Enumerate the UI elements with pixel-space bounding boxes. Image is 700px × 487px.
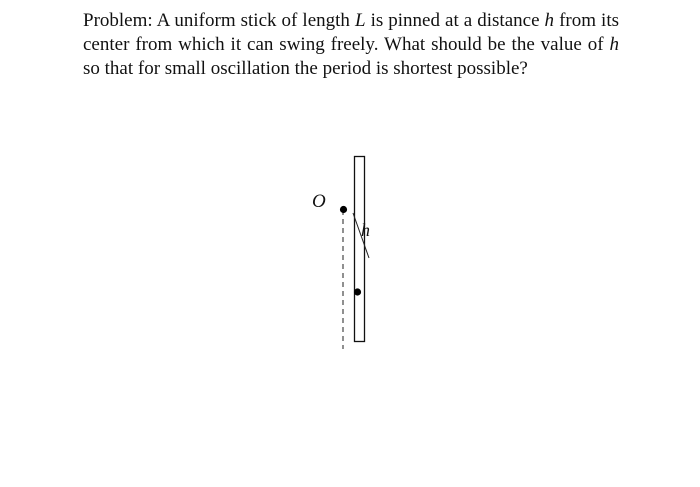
math-variable: h [609, 34, 619, 55]
problem-text-run: so that for small oscillation the period is shortest possible? [83, 58, 528, 79]
stick [355, 157, 365, 342]
math-variable: L [354, 10, 366, 31]
problem-text-run: from its center from which it can swing freely. What should be the value of [83, 10, 620, 55]
problem-text-run: A uniform stick of length [156, 10, 355, 31]
pivot-point [340, 206, 347, 213]
problem-text-run: is pinned at a distance [365, 10, 545, 31]
distance-label: h [361, 220, 370, 240]
problem-prefix: Problem: [83, 10, 153, 31]
center-of-mass-point [354, 288, 361, 295]
pivot-label: O [312, 191, 326, 212]
math-variable: h [544, 10, 555, 31]
